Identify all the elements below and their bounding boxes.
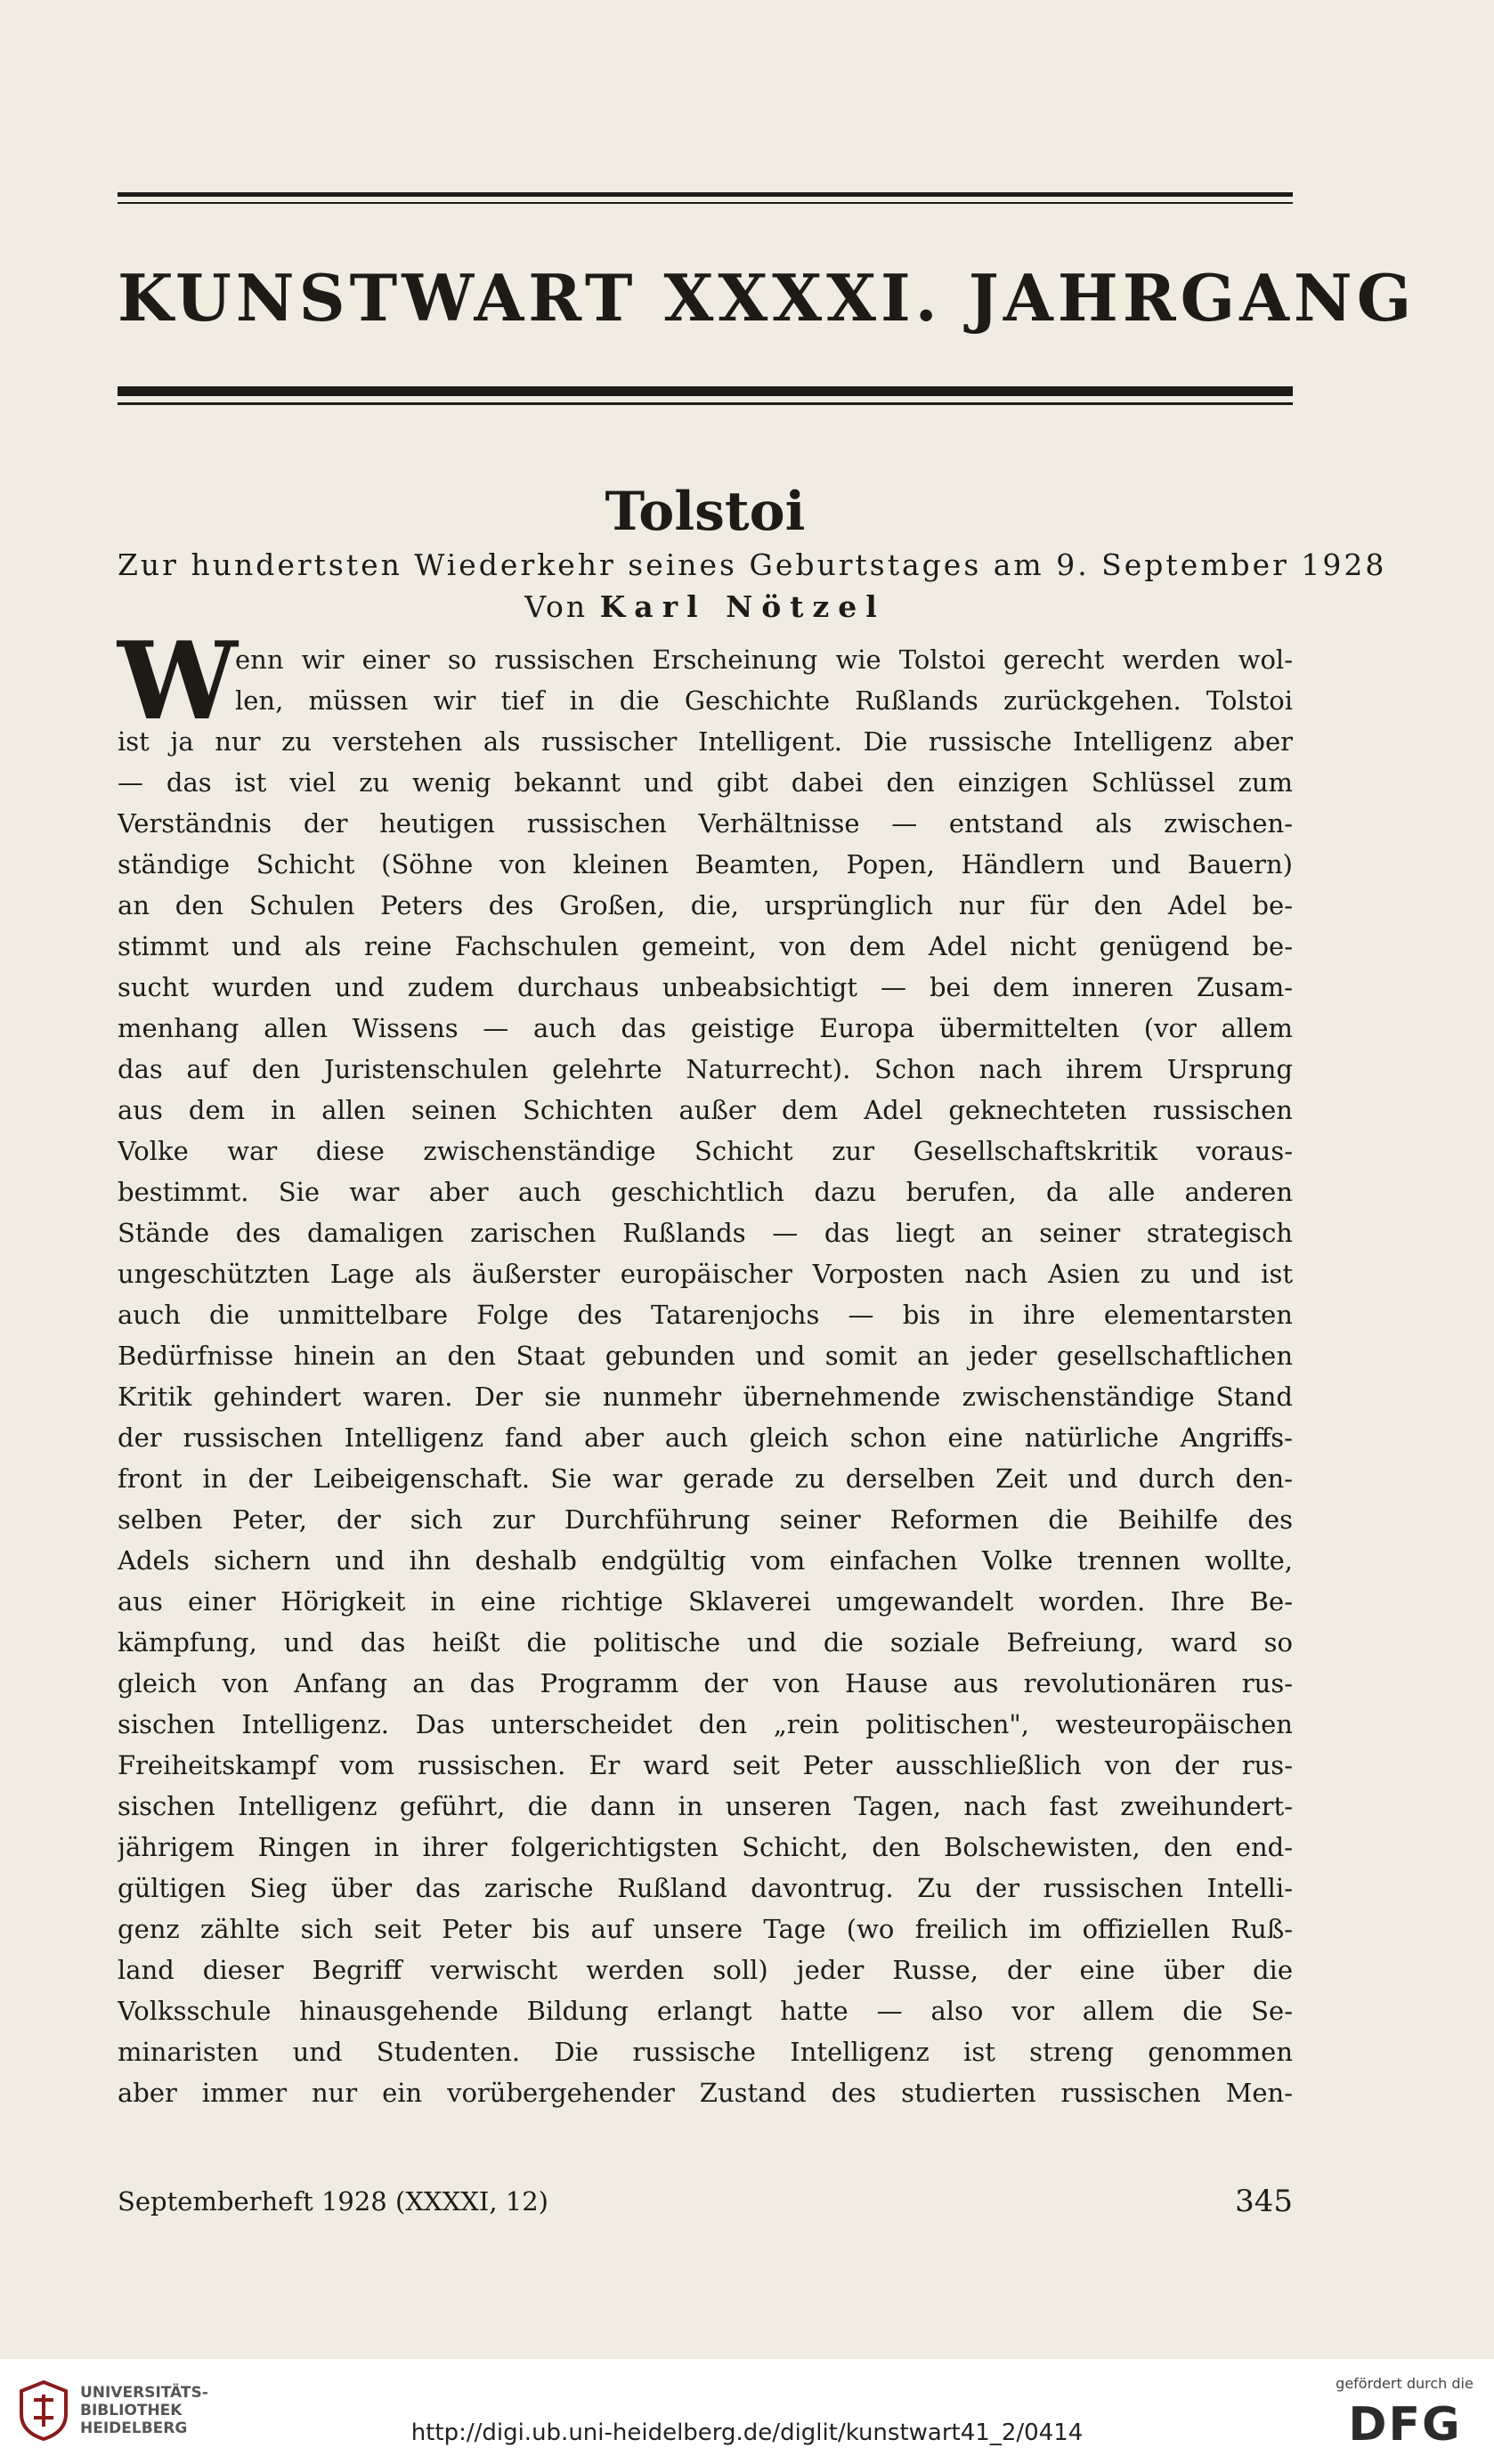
text-line: — das ist viel zu wenig bekannt und gibt dabei den einzigen Schlüssel zum (118, 767, 1293, 798)
text-line: das auf den Juristenschulen gelehrte Naturrecht). Schon nach ihrem Ursprung (118, 1054, 1293, 1084)
issue-label: Septemberheft 1928 (XXXXI, 12) (118, 2186, 548, 2217)
text-line: sucht wurden und zudem durchaus unbeabsichtigt — bei dem inneren Zusam- (118, 972, 1293, 1002)
article-subtitle: Zur hundertsten Wiederkehr seines Geburtstages am 9. September 1928 (118, 547, 1387, 582)
text-line: len, müssen wir tief in die Geschichte Rußlands zurückgehen. Tolstoi (235, 685, 1293, 716)
text-line: ständige Schicht (Söhne von kleinen Beamten, Popen, Händlern und Bauern) (118, 849, 1293, 879)
top-rule (118, 192, 1293, 197)
text-line: genz zählte sich seit Peter bis auf unsere Tage (wo freilich im offiziellen Ruß- (118, 1914, 1293, 1944)
text-line: enn wir einer so russischen Erscheinung wie Tolstoi gerecht werden wol- (235, 644, 1293, 675)
text-line: Kritik gehindert waren. Der sie nunmehr übernehmende zwischenständige Stand (118, 1382, 1293, 1412)
text-line: der russischen Intelligenz fand aber auch gleich schon eine natürliche Angriffs- (118, 1422, 1293, 1453)
byline (118, 589, 1293, 625)
text-line: ungeschützten Lage als äußerster europäischer Vorposten nach Asien zu und ist (118, 1259, 1293, 1289)
text-line: Bedürfnisse hinein an den Staat gebunden und somit an jeder gesellschaftlichen (118, 1341, 1293, 1371)
funding-note: gefördert durch die (1336, 2375, 1474, 2392)
drop-initial: W (118, 619, 238, 744)
page-number: 345 (1235, 2184, 1293, 2219)
author-name: Karl Nötzel (599, 589, 886, 624)
top-rule-thin (118, 202, 1293, 204)
text-line: aber immer nur ein vorübergehender Zustand des studierten russischen Men- (118, 2078, 1293, 2108)
text-line: stimmt und als reine Fachschulen gemeint, von dem Adel nicht genügend be- (118, 931, 1293, 961)
viewer-footer-band (0, 2359, 1494, 2464)
masthead-title: KUNSTWART XXXXI. JAHRGANG (118, 260, 1417, 336)
text-line: sischen Intelligenz geführt, die dann in unseren Tagen, nach fast zweihundert- (118, 1791, 1293, 1821)
text-line: land dieser Begriff verwischt werden soll) jeder Russe, der eine über die (118, 1955, 1293, 1985)
text-line: aus dem in allen seinen Schichten außer dem Adel geknechteten russischen (118, 1095, 1293, 1125)
text-line: front in der Leibeigenschaft. Sie war gerade zu derselben Zeit und durch den- (118, 1463, 1293, 1494)
permalink-url[interactable]: http://digi.ub.uni-heidelberg.de/diglit/kunstwart41_2/0414 (410, 2419, 1084, 2446)
text-line: sischen Intelligenz. Das unterscheidet den „rein politischen", westeuropäischen (118, 1709, 1293, 1739)
masthead-rule-thick (118, 386, 1293, 396)
text-line: minaristen und Studenten. Die russische Intelligenz ist streng genommen (118, 2037, 1293, 2067)
text-line: Stände des damaligen zarischen Rußlands — das liegt an seiner strategisch (118, 1218, 1293, 1248)
text-line: an den Schulen Peters des Großen, die, ursprünglich nur für den Adel be- (118, 890, 1293, 920)
text-line: gültigen Sieg über das zarische Rußland davontrug. Zu der russischen Intelli- (118, 1873, 1293, 1903)
text-line: Adels sichern und ihn deshalb endgültig vom einfachen Volke trennen wollte, (118, 1545, 1293, 1576)
text-line: Verständnis der heutigen russischen Verhältnisse — entstand als zwischen- (118, 808, 1293, 839)
text-line: bestimmt. Sie war aber auch geschichtlich dazu berufen, da alle anderen (118, 1177, 1293, 1207)
text-line: Volksschule hinausgehende Bildung erlangt hatte — also vor allem die Se- (118, 1996, 1293, 2026)
text-line: kämpfung, und das heißt die politische und die soziale Befreiung, ward so (118, 1627, 1293, 1658)
page-footer (118, 2179, 1293, 2224)
article-body (118, 619, 1293, 2113)
text-line: menhang allen Wissens — auch das geistige Europa übermittelten (vor allem (118, 1013, 1293, 1043)
text-line: Freiheitskampf vom russischen. Er ward seit Peter ausschließlich von der rus- (118, 1750, 1293, 1780)
article-title: Tolstoi (605, 481, 806, 543)
text-line: Volke war diese zwischenständige Schicht zur Gesellschaftskritik voraus- (118, 1136, 1293, 1166)
byline-prefix: Von (524, 589, 589, 624)
library-name: UNIVERSITÄTS- BIBLIOTHEK HEIDELBERG (80, 2384, 208, 2437)
text-line: auch die unmittelbare Folge des Tatarenjochs — bis in ihre elementarsten (118, 1300, 1293, 1330)
text-line: selben Peter, der sich zur Durchführung seiner Reformen die Beihilfe des (118, 1504, 1293, 1535)
masthead-rule-thin (118, 402, 1293, 405)
text-line: aus einer Hörigkeit in eine richtige Sklaverei umgewandelt worden. Ihre Be- (118, 1586, 1293, 1617)
dfg-logo: DFG (1348, 2398, 1462, 2452)
text-line: gleich von Anfang an das Programm der von Hause aus revolutionären rus- (118, 1668, 1293, 1698)
text-line: ist ja nur zu verstehen als russischer Intelligent. Die russische Intelligenz aber (118, 726, 1293, 757)
text-line: jährigem Ringen in ihrer folgerichtigsten Schicht, den Bolschewisten, den end- (118, 1832, 1293, 1862)
